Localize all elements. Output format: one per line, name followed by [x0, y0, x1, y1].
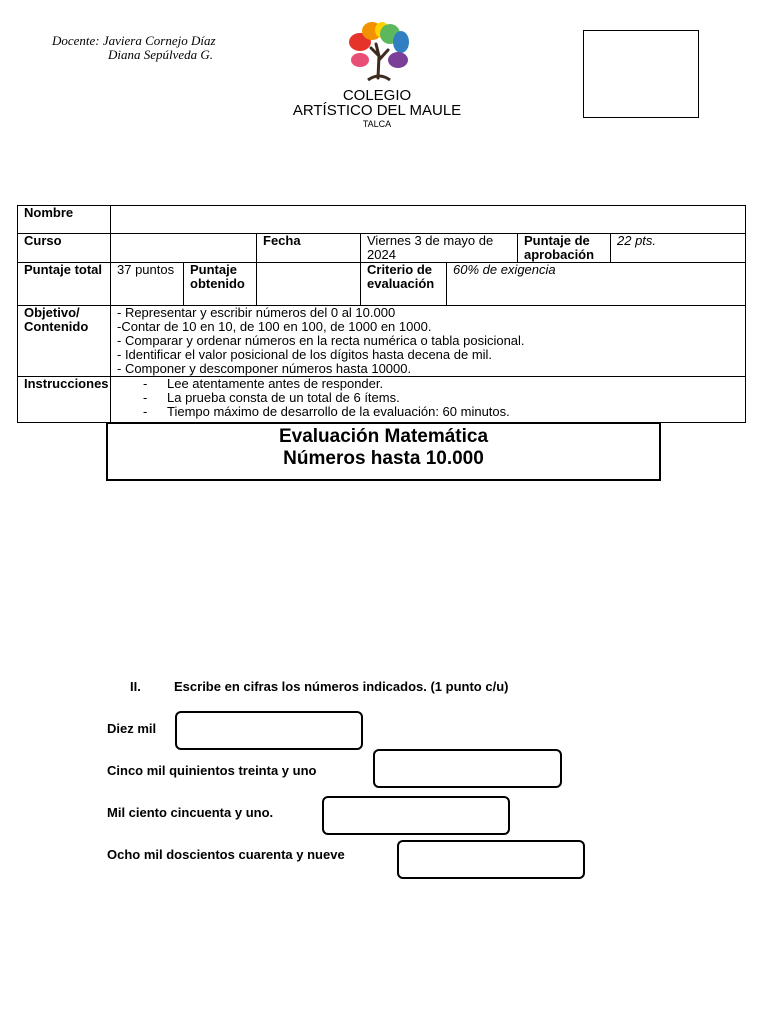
school-name-line-1: COLEGIO [342, 87, 412, 104]
objetivo-item: - Identificar el valor posicional de los dígitos hasta decena de mil. [117, 347, 493, 362]
answer-box-2[interactable] [373, 749, 562, 788]
fecha-value: Viernes 3 de mayo de 2024 [361, 234, 518, 263]
objetivo-label: Objetivo/ Contenido [18, 306, 111, 377]
answer-box-4[interactable] [397, 840, 585, 879]
teacher-names [52, 34, 216, 62]
aprobacion-value: 22 pts. [611, 234, 746, 263]
instruccion-item: - Tiempo máximo de desarrollo de la evaluación: 60 minutos. [143, 405, 739, 419]
section-heading [130, 679, 508, 694]
student-info-table [17, 205, 746, 423]
objetivos-list [111, 306, 746, 377]
obtenido-label: Puntaje obtenido [184, 263, 257, 306]
obtenido-field[interactable] [257, 263, 361, 306]
answer-box-3[interactable] [322, 796, 510, 835]
school-name-line-2: ARTÍSTICO DEL MAULE [292, 102, 462, 119]
total-value: 37 puntos [111, 263, 184, 306]
instruccion-item: - Lee atentamente antes de responder. [143, 377, 739, 391]
teacher-line-1: Docente: Javiera Cornejo Díaz [52, 33, 216, 48]
instrucciones-list [111, 377, 746, 423]
question-label-4: Ocho mil doscientos cuarenta y nueve [107, 847, 345, 862]
section-instruction: Escribe en cifras los números indicados. (1 punto c/u) [174, 679, 509, 694]
colorful-tree-logo-icon [346, 20, 412, 86]
objetivo-item: - Representar y escribir números del 0 al 10.000 [117, 305, 396, 320]
question-label-2: Cinco mil quinientos treinta y uno [107, 763, 317, 778]
instrucciones-label: Instrucciones [18, 377, 111, 423]
question-label-1: Diez mil [107, 721, 157, 736]
answer-box-1[interactable] [175, 711, 363, 750]
teacher-line-2: Diana Sepúlveda G. [108, 47, 214, 62]
exam-title [106, 422, 661, 481]
objetivo-item: -Contar de 10 en 10, de 100 en 100, de 1000 en 1000. [117, 319, 432, 334]
grade-box [583, 30, 699, 118]
fecha-label: Fecha [257, 234, 361, 263]
exam-title-line-2: Números hasta 10.000 [283, 448, 484, 469]
criterio-value: 60% de exigencia [447, 263, 746, 306]
nombre-field[interactable] [111, 206, 746, 234]
instruccion-item: - La prueba consta de un total de 6 ítems. [143, 391, 739, 405]
section-number: II. [130, 679, 141, 694]
objetivo-item: - Componer y descomponer números hasta 10000. [117, 361, 412, 376]
aprobacion-label: Puntaje de aprobación [518, 234, 611, 263]
exam-title-line-1: Evaluación Matemática [278, 426, 489, 447]
curso-field[interactable] [111, 234, 257, 263]
total-label: Puntaje total [18, 263, 111, 306]
nombre-label: Nombre [18, 206, 111, 234]
school-name [260, 88, 494, 130]
curso-label: Curso [18, 234, 111, 263]
objetivo-item: - Comparar y ordenar números en la recta numérica o tabla posicional. [117, 333, 525, 348]
question-label-3: Mil ciento cincuenta y uno. [107, 805, 274, 820]
school-city: TALCA [362, 119, 392, 129]
criterio-label: Criterio de evaluación [361, 263, 447, 306]
